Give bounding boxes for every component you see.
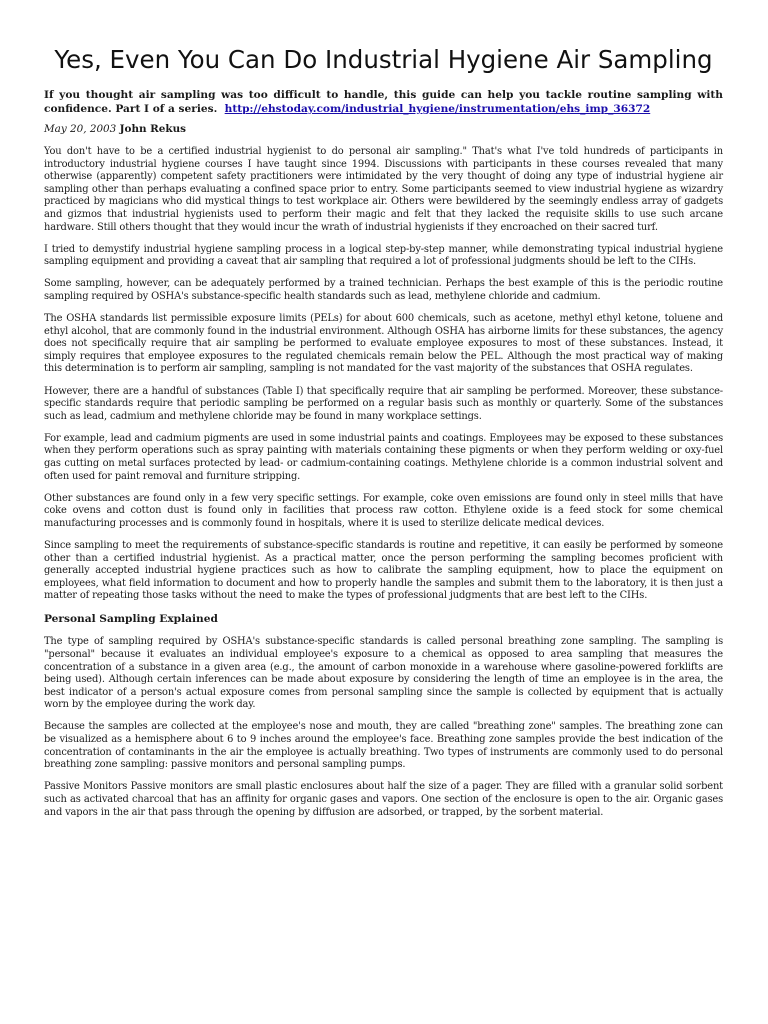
paragraph: Some sampling, however, can be adequately performed by a trained technician. Perhaps the best example of this is the periodic routine sampling required by OSHA's substance-specific health standards such as lead, methylene chloride and cadmium.: [44, 278, 723, 302]
article-title: Yes, Even You Can Do Industrial Hygiene Air Sampling: [54, 45, 713, 74]
paragraph: Other substances are found only in a few very specific settings. For example, coke oven emissions are found only in steel mills that have coke ovens and cotton dust is found only in facilities that process raw cotton. Ethylene oxide is a feed stock for some chemical manufacturing processes and is commonly found in hospitals, where it is used to sterilize delicate medical devices.: [44, 492, 723, 529]
paragraph: I tried to demystify industrial hygiene sampling process in a logical step-by-step manner, while demonstrating typical industrial hygiene sampling equipment and providing a caveat that air sampling that required a lot of professional judgments should be left to the CIHs.: [44, 243, 723, 268]
paragraph: However, there are a handful of substances (Table I) that specifically require that air sampling be performed. Moreover, these substance-specific standards require that periodic sampling be performed on a regular basis such as monthly or quarterly. Some of the substances such as lead, cadmium and methylene chloride may be found in many workplace settings.: [44, 385, 723, 422]
paragraph: Because the samples are collected at the employee's nose and mouth, they are called "breathing zone" samples. The breathing zone can be visualized as a hemisphere about 6 to 9 inches around the employee's face. Breathing zone samples provide the best indication of the concentration of contaminants in the air the employee is actually breathing. Two types of instruments are commonly used to do personal breathing zone sampling: passive monitors and personal sampling pumps.: [44, 721, 723, 771]
lead-text: If you thought air sampling was too difficult to handle, this guide can help you tackle routine sampling with confidence. Part I of a series.: [44, 89, 723, 115]
article-link[interactable]: http://ehstoday.com/industrial_hygiene/instrumentation/ehs_imp_36372: [224, 103, 651, 115]
paragraph: Since sampling to meet the requirements of substance-specific standards is routine and repetitive, it can easily be performed by someone other than a certified industrial hygienist. As a practical matter, once the person performing the sampling becomes proficient with generally accepted industrial hygiene practices such as how to calibrate the sampling equipment, how to place the equipment on employees, what field information to document and how to properly handle the samples and submit them to the laboratory, it is then just a matter of repeating those tasks without the need to make the types of professional judgments that are best left to the CIHs.: [44, 539, 723, 602]
author-name: John Rekus: [119, 123, 187, 135]
paragraph: The type of sampling required by OSHA's substance-specific standards is called personal breathing zone sampling. The sampling is "personal" because it evaluates an individual employee's exposure to a chemical as opposed to area sampling that measures the concentration of a substance in a given area (e.g., the amount of carbon monoxide in a warehouse where gasoline-powered forklifts are being used). Although certain inferences can be made about exposure by considering the length of time an employee is in the area, the best indicator of a person's actual exposure comes from personal sampling since the sample is collected by equipment that is actually worn by the employee during the work day.: [44, 636, 723, 711]
publish-date: May 20, 2003: [44, 123, 117, 135]
paragraph: For example, lead and cadmium pigments are used in some industrial paints and coatings. Employees may be exposed to these substances when they perform operations such as spray painting with materials containing these pigments or when they perform welding or oxy-fuel gas cutting on metal surfaces protected by lead- or cadmium-containing coatings. Methylene chloride is a common industrial solvent and often used for paint removal and furniture stripping.: [44, 432, 723, 482]
paragraph: You don't have to be a certified industrial hygienist to do personal air sampling." That's what I've told hundreds of participants in introductory industrial hygiene courses I have taught since 1994. Discussions with participants in these courses revealed that many otherwise (apparently) competent safety practitioners were intimidated by the very thought of doing any type of industrial hygiene air sampling other than perhaps evaluating a confined space prior to entry. Some participants seemed to view industrial hygiene as wizardry practiced by magicians who did mystical things to test workplace air. Others were bewildered by the seemingly endless array of gadgets and gizmos that industrial hygienists used to perform their magic and felt that they lacked the requisite skills to use such arcane hardware. Still others thought that they would incur the wrath of industrial hygienists if they encroached on their sacred turf.: [44, 146, 723, 233]
article-lead: [44, 88, 723, 116]
paragraph: The OSHA standards list permissible exposure limits (PELs) for about 600 chemicals, such as acetone, methyl ethyl ketone, toluene and ethyl alcohol, that are commonly found in the industrial environment. Although OSHA has airborne limits for these substances, the agency does not specifically require that air sampling be performed to evaluate employee exposures to most of these substances. Instead, it simply requires that employee exposures to the regulated chemicals remain below the PEL. Although the most practical way of making this determination is to perform air sampling, sampling is not mandated for the vast majority of the substances that OSHA regulates.: [44, 313, 723, 375]
byline: [44, 122, 723, 136]
section-heading: Personal Sampling Explained: [44, 613, 218, 626]
document-page: [44, 42, 723, 829]
paragraph: Passive Monitors Passive monitors are small plastic enclosures about half the size of a pager. They are filled with a granular solid sorbent such as activated charcoal that has an affinity for organic gases and vapors. One section of the enclosure is open to the air. Organic gases and vapors in the air that pass through the opening by diffusion are adsorbed, or trapped, by the sorbent material.: [44, 781, 723, 818]
